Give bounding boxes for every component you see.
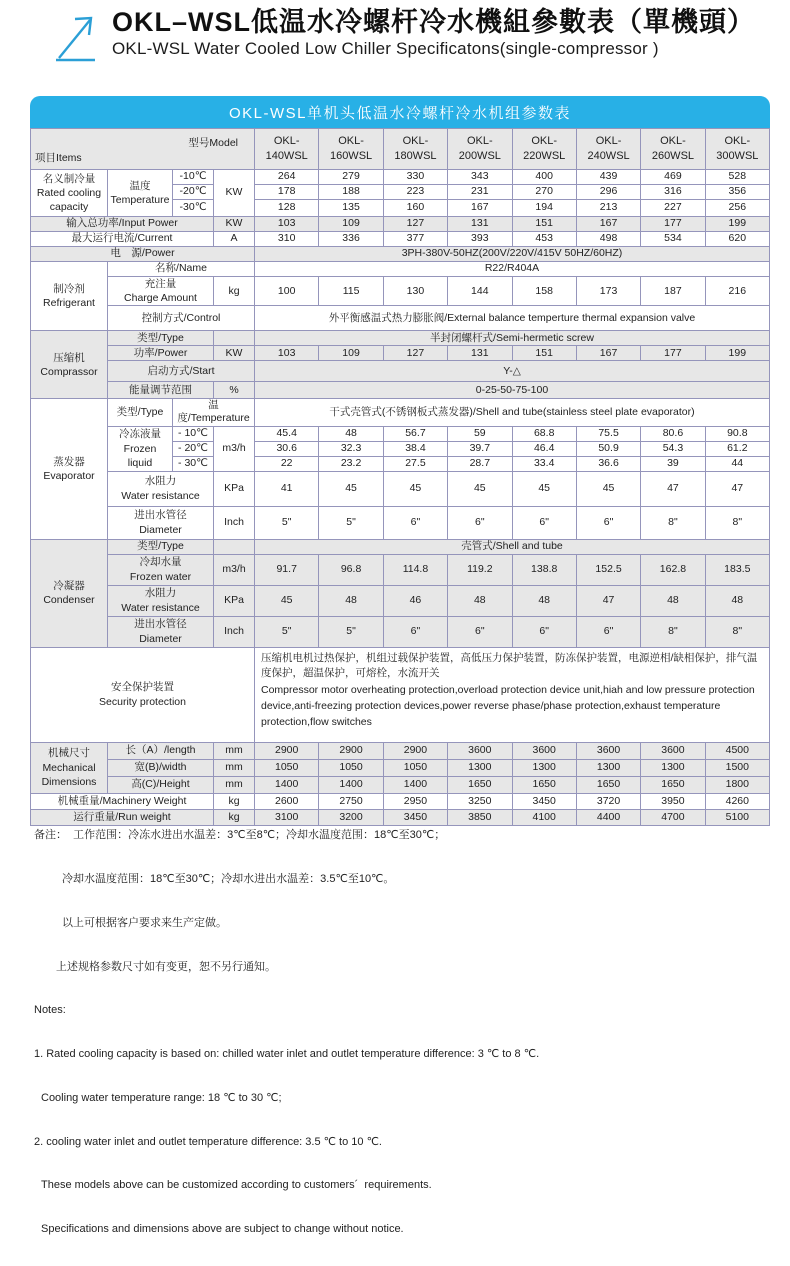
value-cell: 127: [383, 346, 447, 361]
document-header: [50, 6, 755, 62]
value-span-cell: R22/R404A: [255, 262, 770, 277]
temp-label: - 20℃: [173, 441, 214, 456]
row-label-current: 最大运行电流/Current: [31, 232, 214, 247]
value-cell: 1650: [448, 776, 512, 793]
value-cell: 5100: [705, 809, 769, 825]
unit-cell: Inch: [214, 506, 255, 539]
value-cell: 46.4: [512, 441, 576, 456]
temp-label: - 30℃: [173, 456, 214, 471]
corner-items-label: 项目Items: [35, 151, 82, 164]
row-label-cooling-water: 冷却水量 Frozen water: [108, 554, 214, 585]
value-cell: 6": [576, 506, 640, 539]
row-start-mode: [31, 361, 770, 382]
value-cell: 6": [512, 616, 576, 647]
value-cell: 6": [448, 616, 512, 647]
row-label-type: 类型/Type: [108, 399, 173, 426]
value-cell: 32.3: [319, 441, 383, 456]
value-cell: 1400: [383, 776, 447, 793]
row-label-power-supply: 电 源/Power: [31, 247, 255, 262]
temp-label: -10℃: [173, 170, 214, 185]
note-line-en: Specifications and dimensions above are subject to change without notice.: [41, 1223, 404, 1236]
value-cell: 393: [448, 232, 512, 247]
value-cell: 6": [383, 616, 447, 647]
value-cell: 1650: [641, 776, 705, 793]
value-cell: 8": [641, 616, 705, 647]
unit-cell: mm: [214, 742, 255, 759]
value-cell: 5": [255, 506, 319, 539]
unit-cell: %: [214, 382, 255, 399]
value-cell: 36.6: [576, 456, 640, 471]
value-cell: 2750: [319, 793, 383, 809]
value-cell: 620: [705, 232, 769, 247]
temp-label: -30℃: [173, 200, 214, 217]
value-cell: 187: [641, 277, 705, 306]
value-cell: 498: [576, 232, 640, 247]
value-cell: 1300: [576, 759, 640, 776]
temp-label: -20℃: [173, 185, 214, 200]
value-span-cell: 外平衡感温式热力膨胀阀/External balance temperture thermal expansion valve: [255, 306, 770, 331]
row-length: [31, 742, 770, 759]
unit-cell: Inch: [214, 616, 255, 647]
value-cell: 2900: [319, 742, 383, 759]
value-cell: 39: [641, 456, 705, 471]
page-subtitle: OKL-WSL Water Cooled Low Chiller Specificatons(single-compressor ): [112, 39, 659, 59]
group-label-compressor: 压缩机 Comprassor: [31, 331, 108, 399]
security-text-cell: [255, 647, 770, 742]
value-cell: 316: [641, 185, 705, 200]
value-cell: 103: [255, 217, 319, 232]
row-control: [31, 306, 770, 331]
row-evaporator-type: [31, 399, 770, 426]
unit-cell: m3/h: [214, 426, 255, 471]
value-cell: 59: [448, 426, 512, 441]
value-cell: 48: [319, 426, 383, 441]
value-cell: 109: [319, 346, 383, 361]
value-cell: 3600: [641, 742, 705, 759]
value-cell: 1400: [255, 776, 319, 793]
row-label-energy: 能量调节范围: [108, 382, 214, 399]
row-label-name: 名称/Name: [108, 262, 255, 277]
value-cell: 4260: [705, 793, 769, 809]
value-cell: 109: [319, 217, 383, 232]
unit-cell: kg: [214, 809, 255, 825]
unit-cell: KPa: [214, 471, 255, 506]
value-cell: 131: [448, 217, 512, 232]
value-cell: 223: [383, 185, 447, 200]
value-cell: 128: [255, 200, 319, 217]
value-cell: 3600: [576, 742, 640, 759]
value-cell: 377: [383, 232, 447, 247]
value-cell: 48: [319, 585, 383, 616]
note-line-en: Cooling water temperature range: 18 ℃ to 30 ℃;: [41, 1091, 282, 1104]
value-cell: 90.8: [705, 426, 769, 441]
value-cell: 61.2: [705, 441, 769, 456]
row-label-control: 控制方式/Control: [108, 306, 255, 331]
value-cell: 80.6: [641, 426, 705, 441]
unit-cell: kg: [214, 277, 255, 306]
value-cell: 1400: [319, 776, 383, 793]
value-cell: 96.8: [319, 554, 383, 585]
value-cell: 39.7: [448, 441, 512, 456]
value-cell: 3200: [319, 809, 383, 825]
unit-cell: [214, 331, 255, 346]
row-condenser-type: [31, 539, 770, 554]
row-max-current: [31, 232, 770, 247]
row-compressor-power: [31, 346, 770, 361]
group-label-dimensions: 机械尺寸 Mechanical Dimensions: [31, 742, 108, 793]
row-input-power: [31, 217, 770, 232]
value-cell: 27.5: [383, 456, 447, 471]
value-cell: 167: [448, 200, 512, 217]
row-cond-water-resistance: [31, 585, 770, 616]
value-cell: 528: [705, 170, 769, 185]
row-evap-diameter: [31, 506, 770, 539]
value-span-cell: 壳管式/Shell and tube: [255, 539, 770, 554]
value-cell: 1650: [512, 776, 576, 793]
row-label-start: 启动方式/Start: [108, 361, 255, 382]
value-cell: 270: [512, 185, 576, 200]
value-cell: 48: [448, 585, 512, 616]
value-cell: 173: [576, 277, 640, 306]
value-cell: 167: [576, 346, 640, 361]
group-label-rated-cooling: 名义制冷量 Rated cooling capacity: [31, 170, 108, 217]
value-cell: 1300: [448, 759, 512, 776]
value-cell: 47: [641, 471, 705, 506]
note-line-en: These models above can be customized according to customers´ requirements.: [41, 1179, 432, 1192]
page-title: OKL–WSL低温水冷螺杆冷水機組參數表（單機頭）: [112, 7, 755, 37]
row-label-type: 类型/Type: [108, 539, 214, 554]
value-cell: 264: [255, 170, 319, 185]
group-label-refrigerant: 制冷剂 Refrigerant: [31, 262, 108, 331]
value-cell: 144: [448, 277, 512, 306]
value-cell: 103: [255, 346, 319, 361]
row-energy-regulation: [31, 382, 770, 399]
value-cell: 3850: [448, 809, 512, 825]
value-cell: 439: [576, 170, 640, 185]
value-cell: 119.2: [448, 554, 512, 585]
value-cell: 1050: [319, 759, 383, 776]
table-title-bar: [30, 96, 770, 128]
value-cell: 3600: [512, 742, 576, 759]
value-cell: 183.5: [705, 554, 769, 585]
spec-table-card: [30, 96, 770, 826]
value-cell: 4700: [641, 809, 705, 825]
label-temperature: 温度 Temperature: [108, 170, 173, 217]
value-cell: 48: [705, 585, 769, 616]
row-label-power: 功率/Power: [108, 346, 214, 361]
arrow-up-right-icon: [50, 10, 102, 62]
value-cell: 45.4: [255, 426, 319, 441]
value-cell: 1800: [705, 776, 769, 793]
value-cell: 6": [448, 506, 512, 539]
value-cell: 4100: [512, 809, 576, 825]
value-cell: 178: [255, 185, 319, 200]
row-label-width: 宽(B)/width: [108, 759, 214, 776]
value-cell: 45: [576, 471, 640, 506]
notes-section: [34, 799, 539, 1266]
value-cell: 115: [319, 277, 383, 306]
note-line-cn: 以上可根据客户要求来生产定做。: [62, 916, 227, 929]
unit-cell: mm: [214, 776, 255, 793]
row-label-machinery-weight: 机械重量/Machinery Weight: [31, 793, 214, 809]
value-cell: 6": [383, 506, 447, 539]
value-cell: 6": [512, 506, 576, 539]
unit-cell: A: [214, 232, 255, 247]
row-frozen-liquid-neg10: [31, 426, 770, 441]
value-cell: 534: [641, 232, 705, 247]
col-header-model: OKL- 220WSL: [512, 129, 576, 170]
value-cell: 213: [576, 200, 640, 217]
unit-cell: [214, 539, 255, 554]
row-label-diameter: 进出水管径 Diameter: [108, 616, 214, 647]
value-cell: 469: [641, 170, 705, 185]
corner-model-label: 型号Model: [188, 137, 238, 149]
value-cell: 4500: [705, 742, 769, 759]
value-cell: 1300: [641, 759, 705, 776]
unit-cell: m3/h: [214, 554, 255, 585]
row-label-water-resistance: 水阻力 Water resistance: [108, 471, 214, 506]
value-cell: 68.8: [512, 426, 576, 441]
security-text-cn: 压缩机电机过热保护，机组过载保护装置，高低压力保护装置，防冻保护装置，电源逆相/缺相保护，排气温度保护，超温保护，可熔栓，水流开关: [261, 651, 758, 680]
col-header-model: OKL- 260WSL: [641, 129, 705, 170]
col-header-model: OKL- 300WSL: [705, 129, 769, 170]
value-cell: 4400: [576, 809, 640, 825]
security-text-en: Compressor motor overheating protection,overload protection device unit,hiah and low pressure protection device,anti-freezing protection devices,power reverse phase/phase protection,exhaust temperature protection,flow switches: [261, 684, 755, 728]
unit-cell: KW: [214, 217, 255, 232]
value-cell: 6": [576, 616, 640, 647]
value-cell: 1650: [576, 776, 640, 793]
value-cell: 152.5: [576, 554, 640, 585]
value-cell: 127: [383, 217, 447, 232]
row-label-length: 长（A）/length: [108, 742, 214, 759]
value-cell: 256: [705, 200, 769, 217]
temp-label: - 10℃: [173, 426, 214, 441]
note-line-cn: 冷却水温度范围：18℃至30℃；冷却水进出水温差：3.5℃至10℃。: [62, 872, 395, 885]
value-cell: 5": [319, 506, 383, 539]
unit-cell: KW: [214, 346, 255, 361]
value-span-cell: 干式壳管式(不锈钢板式蒸发器)/Shell and tube(stainless steel plate evaporator): [255, 399, 770, 426]
row-width: [31, 759, 770, 776]
value-cell: 158: [512, 277, 576, 306]
value-span-cell: 3PH-380V-50HZ(200V/220V/415V 50HZ/60HZ): [255, 247, 770, 262]
value-cell: 91.7: [255, 554, 319, 585]
row-cond-diameter: [31, 616, 770, 647]
value-cell: 3250: [448, 793, 512, 809]
value-cell: 130: [383, 277, 447, 306]
value-cell: 45: [255, 585, 319, 616]
value-cell: 75.5: [576, 426, 640, 441]
value-cell: 296: [576, 185, 640, 200]
row-height: [31, 776, 770, 793]
value-cell: 160: [383, 200, 447, 217]
col-header-model: OKL- 240WSL: [576, 129, 640, 170]
value-cell: 162.8: [641, 554, 705, 585]
value-cell: 3720: [576, 793, 640, 809]
value-cell: 45: [319, 471, 383, 506]
row-power-supply: [31, 247, 770, 262]
row-evap-water-resistance: [31, 471, 770, 506]
value-cell: 2900: [383, 742, 447, 759]
value-cell: 2600: [255, 793, 319, 809]
value-cell: 177: [641, 346, 705, 361]
value-cell: 1050: [383, 759, 447, 776]
note-line-en: 1. Rated cooling capacity is based on: chilled water inlet and outlet temperature difference: 3 ℃ to 8 ℃.: [34, 1048, 540, 1061]
unit-cell: kg: [214, 793, 255, 809]
value-cell: 1050: [255, 759, 319, 776]
value-cell: 56.7: [383, 426, 447, 441]
row-label-input-power: 输入总功率/Input Power: [31, 217, 214, 232]
col-header-model: OKL- 180WSL: [383, 129, 447, 170]
unit-cell: mm: [214, 759, 255, 776]
col-header-model: OKL- 140WSL: [255, 129, 319, 170]
value-cell: 216: [705, 277, 769, 306]
row-label-security: 安全保护装置 Security protection: [31, 647, 255, 742]
value-span-cell: 0-25-50-75-100: [255, 382, 770, 399]
value-cell: 1300: [512, 759, 576, 776]
value-cell: 279: [319, 170, 383, 185]
value-span-cell: 半封闭螺杆式/Semi-hermetic screw: [255, 331, 770, 346]
spec-table: [30, 128, 770, 826]
value-cell: 2950: [383, 793, 447, 809]
value-cell: 231: [448, 185, 512, 200]
value-cell: 194: [512, 200, 576, 217]
value-cell: 227: [641, 200, 705, 217]
value-cell: 1500: [705, 759, 769, 776]
col-header-model: OKL- 160WSL: [319, 129, 383, 170]
value-cell: 23.2: [319, 456, 383, 471]
value-cell: 400: [512, 170, 576, 185]
value-cell: 356: [705, 185, 769, 200]
row-label-temperature: 温度/Temperature: [173, 399, 255, 426]
value-cell: 3450: [512, 793, 576, 809]
row-refrigerant-name: [31, 262, 770, 277]
value-cell: 46: [383, 585, 447, 616]
value-cell: 330: [383, 170, 447, 185]
value-cell: 48: [512, 585, 576, 616]
value-cell: 45: [383, 471, 447, 506]
value-cell: 47: [576, 585, 640, 616]
value-cell: 151: [512, 217, 576, 232]
value-span-cell: Y-△: [255, 361, 770, 382]
title-block: [112, 6, 755, 59]
value-cell: 33.4: [512, 456, 576, 471]
row-label-frozen-liquid: 冷冻液量 Frozen liquid: [108, 426, 173, 471]
value-cell: 5": [319, 616, 383, 647]
row-security-protection: [31, 647, 770, 742]
table-header-row: [31, 129, 770, 170]
value-cell: 135: [319, 200, 383, 217]
note-line-cn: 备注： 工作范围：冷冻水进出水温差：3℃至8℃；冷却水温度范围：18℃至30℃；: [34, 829, 446, 842]
value-cell: 38.4: [383, 441, 447, 456]
row-label-diameter: 进出水管径 Diameter: [108, 506, 214, 539]
value-cell: 8": [705, 616, 769, 647]
value-cell: 54.3: [641, 441, 705, 456]
row-label-run-weight: 运行重量/Run weight: [31, 809, 214, 825]
value-cell: 177: [641, 217, 705, 232]
row-capacity-neg10: [31, 170, 770, 185]
group-label-evaporator: 蒸发器 Evaporator: [31, 399, 108, 539]
value-cell: 30.6: [255, 441, 319, 456]
row-charge-amount: [31, 277, 770, 306]
value-cell: 48: [641, 585, 705, 616]
col-header-model: OKL- 200WSL: [448, 129, 512, 170]
value-cell: 114.8: [383, 554, 447, 585]
value-cell: 131: [448, 346, 512, 361]
value-cell: 45: [512, 471, 576, 506]
value-cell: 188: [319, 185, 383, 200]
note-line-cn: 上述规格参数尺寸如有变更，恕不另行通知。: [56, 960, 276, 973]
value-cell: 343: [448, 170, 512, 185]
row-label-charge: 充注量 Charge Amount: [108, 277, 214, 306]
value-cell: 47: [705, 471, 769, 506]
value-cell: 50.9: [576, 441, 640, 456]
row-cooling-water: [31, 554, 770, 585]
value-cell: 138.8: [512, 554, 576, 585]
corner-cell: [31, 129, 255, 170]
unit-cell: KPa: [214, 585, 255, 616]
group-label-condenser: 冷凝器 Condenser: [31, 539, 108, 647]
value-cell: 167: [576, 217, 640, 232]
value-cell: 8": [705, 506, 769, 539]
value-cell: 3950: [641, 793, 705, 809]
unit-cell: KW: [214, 170, 255, 217]
value-cell: 3450: [383, 809, 447, 825]
value-cell: 310: [255, 232, 319, 247]
value-cell: 151: [512, 346, 576, 361]
value-cell: 2900: [255, 742, 319, 759]
value-cell: 41: [255, 471, 319, 506]
value-cell: 3600: [448, 742, 512, 759]
value-cell: 199: [705, 217, 769, 232]
value-cell: 453: [512, 232, 576, 247]
value-cell: 100: [255, 277, 319, 306]
row-compressor-type: [31, 331, 770, 346]
value-cell: 28.7: [448, 456, 512, 471]
table-title: OKL-WSL单机头低温水冷螺杆冷水机组参数表: [228, 104, 572, 122]
note-line-en: 2. cooling water inlet and outlet temperature difference: 3.5 ℃ to 10 ℃.: [34, 1135, 382, 1148]
value-cell: 45: [448, 471, 512, 506]
value-cell: 22: [255, 456, 319, 471]
row-label-water-resistance: 水阻力 Water resistance: [108, 585, 214, 616]
value-cell: 3100: [255, 809, 319, 825]
value-cell: 199: [705, 346, 769, 361]
value-cell: 44: [705, 456, 769, 471]
row-label-height: 高(C)/Height: [108, 776, 214, 793]
value-cell: 5": [255, 616, 319, 647]
value-cell: 336: [319, 232, 383, 247]
value-cell: 8": [641, 506, 705, 539]
row-label-type: 类型/Type: [108, 331, 214, 346]
note-line-en: Notes:: [34, 1004, 66, 1017]
